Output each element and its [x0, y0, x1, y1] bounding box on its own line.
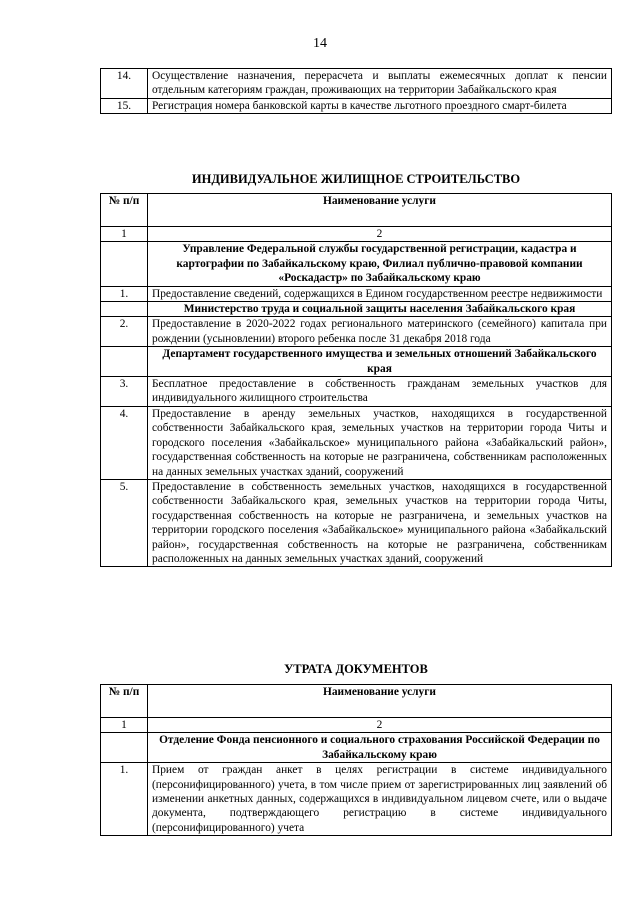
organization-row — [101, 733, 612, 763]
table-row — [101, 406, 612, 479]
page-number: 14 — [313, 36, 327, 51]
section-title-lost-documents: УТРАТА ДОКУМЕНТОВ — [284, 662, 428, 676]
organization-name: Министерство труда и социальной защиты населения Забайкальского края — [148, 302, 612, 317]
table-header-row — [101, 685, 612, 718]
table-row — [101, 317, 612, 347]
organization-row — [101, 302, 612, 317]
organization-row — [101, 347, 612, 377]
service-name: Предоставление в 2020-2022 годах регионального материнского (семейного) капитала при рождении (усыновлении) второго ребенка после 31 декабря 2018 года — [148, 317, 612, 347]
column-number: 2 — [148, 227, 612, 242]
row-number: 2. — [101, 317, 148, 347]
row-number: 3. — [101, 377, 148, 407]
organization-name: Управление Федеральной службы государственной регистрации, кадастра и картографии по Забайкальскому краю, Филиал публично-правовой компании «Роскадастр» по Забайкальскому краю — [148, 242, 612, 286]
row-number: 14. — [101, 69, 148, 99]
service-name: Регистрация номера банковской карты в качестве льготного проездного смарт-билета — [148, 98, 612, 113]
column-number: 1 — [101, 227, 148, 242]
column-header-service: Наименование услуги — [148, 685, 612, 718]
table-row — [101, 763, 612, 836]
column-header-service: Наименование услуги — [148, 194, 612, 227]
column-number: 1 — [101, 718, 148, 733]
lost-documents-services-table — [100, 684, 612, 836]
organization-name: Департамент государственного имущества и земельных отношений Забайкальского края — [148, 347, 612, 377]
table-row — [101, 377, 612, 407]
service-name: Осуществление назначения, перерасчета и выплаты ежемесячных доплат к пенсии отдельным категориям граждан, проживающих на территории Забайкальского края — [148, 69, 612, 99]
column-number: 2 — [148, 718, 612, 733]
housing-services-table — [100, 193, 612, 567]
column-number-row — [101, 718, 612, 733]
table-row — [101, 69, 612, 99]
service-name: Предоставление сведений, содержащихся в Едином государственном реестре недвижимости — [148, 286, 612, 301]
section-title-housing: ИНДИВИДУАЛЬНОЕ ЖИЛИЩНОЕ СТРОИТЕЛЬСТВО — [191, 172, 521, 186]
row-number: 15. — [101, 98, 148, 113]
table-row — [101, 479, 612, 566]
service-name: Прием от граждан анкет в целях регистрации в системе индивидуального (персонифицированного) учета, в том числе прием от зарегистрированных лиц заявлений об изменении анкетных данных, содержащихся в индивидуальном лицевом счете, или о выдаче документа, подтверждающего регистрацию в системе индивидуального (персонифицированного) учета — [148, 763, 612, 836]
organization-row — [101, 242, 612, 286]
row-number: 1. — [101, 286, 148, 301]
table-header-row — [101, 194, 612, 227]
column-header-number: № п/п — [101, 685, 148, 718]
service-name: Предоставление в аренду земельных участков, находящихся в государственной собственности Забайкальского края, земельных участков на территории города Читы и городского поселения «Забайкальское» муниципального района «Забайкальский район», государственная собственность на которые не разграничена, собственникам расположенных на данных земельных участках зданий, сооружений — [148, 406, 612, 479]
organization-name: Отделение Фонда пенсионного и социального страхования Российской Федерации по Забайкальскому краю — [148, 733, 612, 763]
service-name: Предоставление в собственность земельных участков, находящихся в государственной собственности Забайкальского края, земельных участков на территории города Читы, государственная собственность на которые не разграничена, и земельных участков на территории городского поселения «Забайкальское» муниципального района «Забайкальский район», государственная собственность на которые не разграничена, собственникам расположенных на данных земельных участках зданий, сооружений — [148, 479, 612, 566]
continued-services-table — [100, 68, 612, 114]
column-header-number: № п/п — [101, 194, 148, 227]
column-number-row — [101, 227, 612, 242]
row-number: 4. — [101, 406, 148, 479]
service-name: Бесплатное предоставление в собственность гражданам земельных участков для индивидуального жилищного строительства — [148, 377, 612, 407]
table-row — [101, 286, 612, 301]
row-number: 1. — [101, 763, 148, 836]
row-number: 5. — [101, 479, 148, 566]
table-row — [101, 98, 612, 113]
